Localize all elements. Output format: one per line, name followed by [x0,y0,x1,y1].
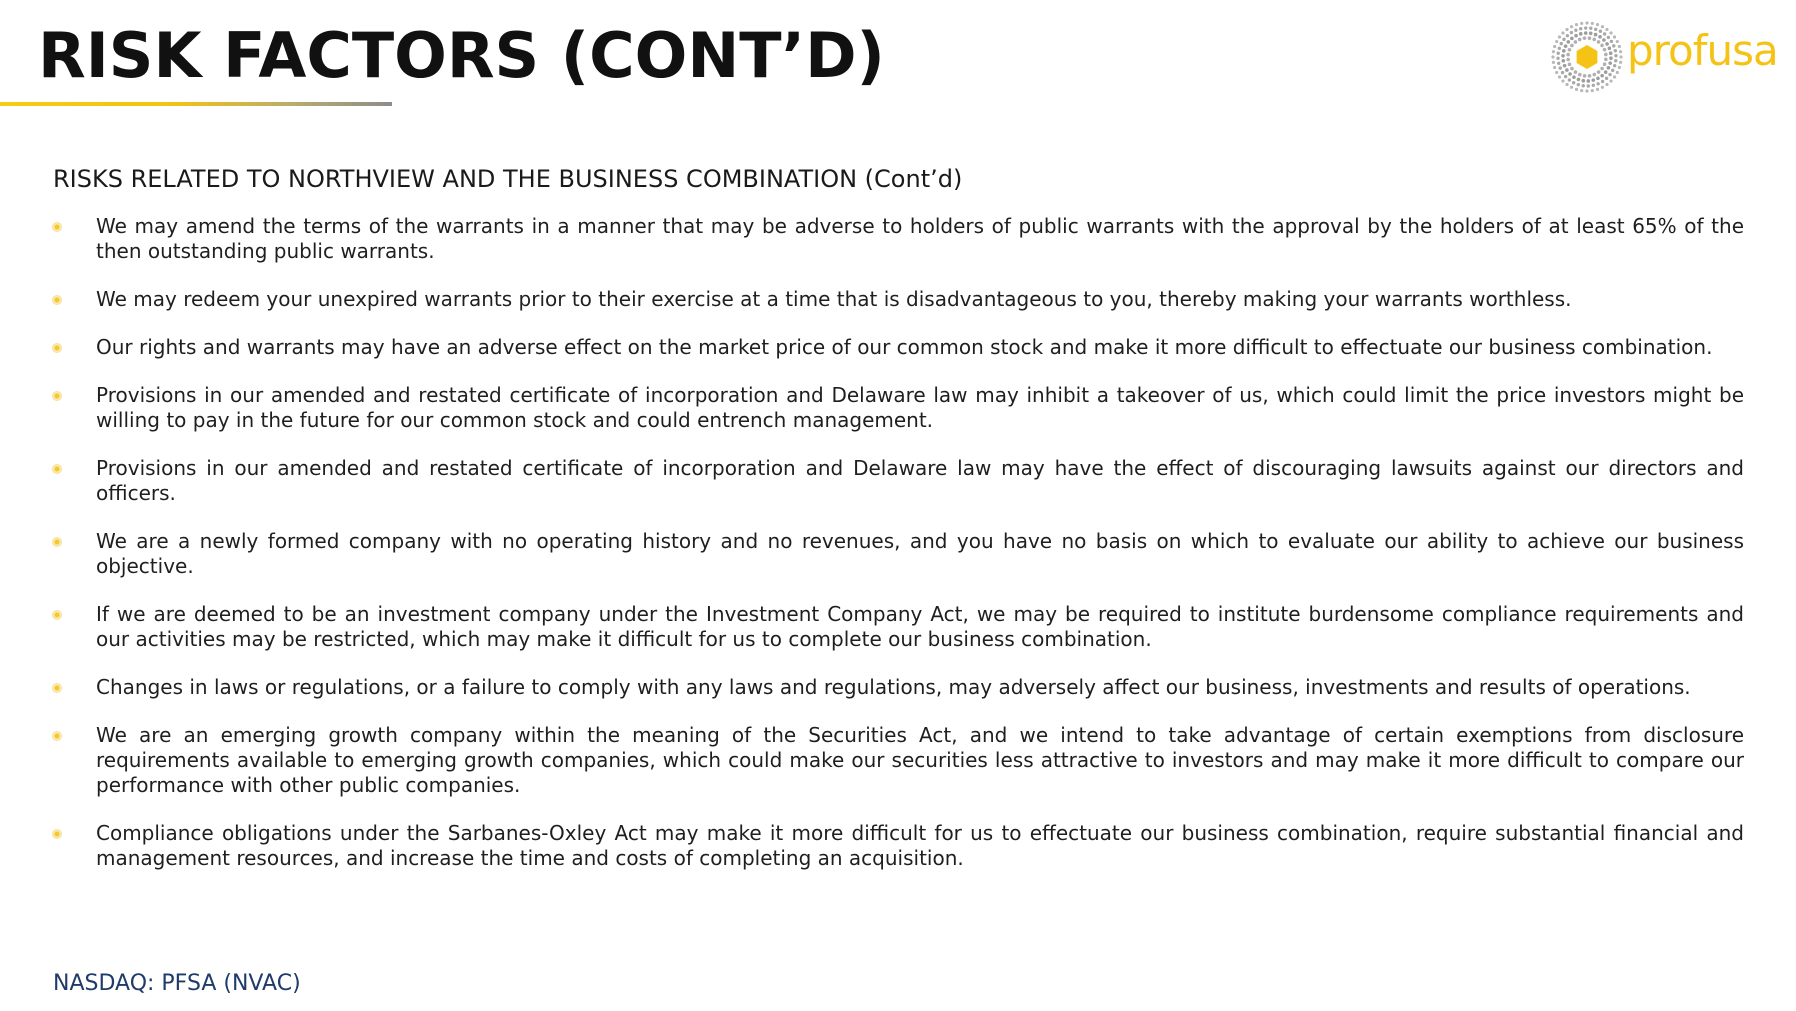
list-item [0,723,1744,798]
bullet-icon [52,295,62,305]
bullet-icon [52,391,62,401]
risk-text: We are a newly formed company with no operating history and no revenues, and you have no basis on which to evaluate our ability to achieve our business objective. [96,529,1744,578]
bullet-icon [52,731,62,741]
risk-text: Changes in laws or regulations, or a failure to comply with any laws and regulations, may adversely affect our business, investments and results of operations. [96,675,1691,699]
risk-text: Provisions in our amended and restated certificate of incorporation and Delaware law may inhibit a takeover of us, which could limit the price investors might be willing to pay in the future for our common stock and could entrench management. [96,383,1744,432]
risk-text: We are an emerging growth company within the meaning of the Securities Act, and we intend to take advantage of certain exemptions from disclosure requirements available to emerging growth companies, which could make our securities less attractive to investors and may make it more difficult to compare our performance with other public companies. [96,723,1744,797]
section-heading: RISKS RELATED TO NORTHVIEW AND THE BUSINESS COMBINATION (Cont’d) [53,165,963,193]
list-item [0,287,1744,312]
bullet-icon [52,464,62,474]
list-item [0,456,1744,506]
list-item [0,214,1744,264]
list-item [0,602,1744,652]
bullet-icon [52,610,62,620]
bullet-icon [52,829,62,839]
bullet-icon [52,683,62,693]
logo-wordmark: profusa [1627,26,1778,75]
hexagon-dot-logo-icon [1549,17,1625,97]
ticker-footer: NASDAQ: PFSA (NVAC) [53,971,301,996]
risk-list [0,214,1796,894]
slide-title: RISK FACTORS (CONT’D) [38,19,885,92]
risk-text: If we are deemed to be an investment company under the Investment Company Act, we may be required to institute burdensome compliance requirements and our activities may be restricted, which may make it difficult for us to complete our business combination. [96,602,1744,651]
risk-text: Provisions in our amended and restated certificate of incorporation and Delaware law may have the effect of discouraging lawsuits against our directors and officers. [96,456,1744,505]
bullet-icon [52,343,62,353]
risk-text: Compliance obligations under the Sarbanes-Oxley Act may make it more difficult for us to effectuate our business combination, require substantial financial and management resources, and increase the time and costs of completing an acquisition. [96,821,1744,870]
risk-text: We may amend the terms of the warrants in a manner that may be adverse to holders of public warrants with the approval by the holders of at least 65% of the then outstanding public warrants. [96,214,1744,263]
list-item [0,383,1744,433]
risk-text: Our rights and warrants may have an adverse effect on the market price of our common stock and make it more difficult to effectuate our business combination. [96,335,1713,359]
list-item [0,335,1744,360]
bullet-icon [52,537,62,547]
list-item [0,675,1744,700]
list-item [0,529,1744,579]
list-item [0,821,1744,871]
title-underline [0,102,392,106]
bullet-icon [52,222,62,232]
risk-text: We may redeem your unexpired warrants prior to their exercise at a time that is disadvantageous to you, thereby making your warrants worthless. [96,287,1572,311]
company-logo [1549,17,1779,97]
